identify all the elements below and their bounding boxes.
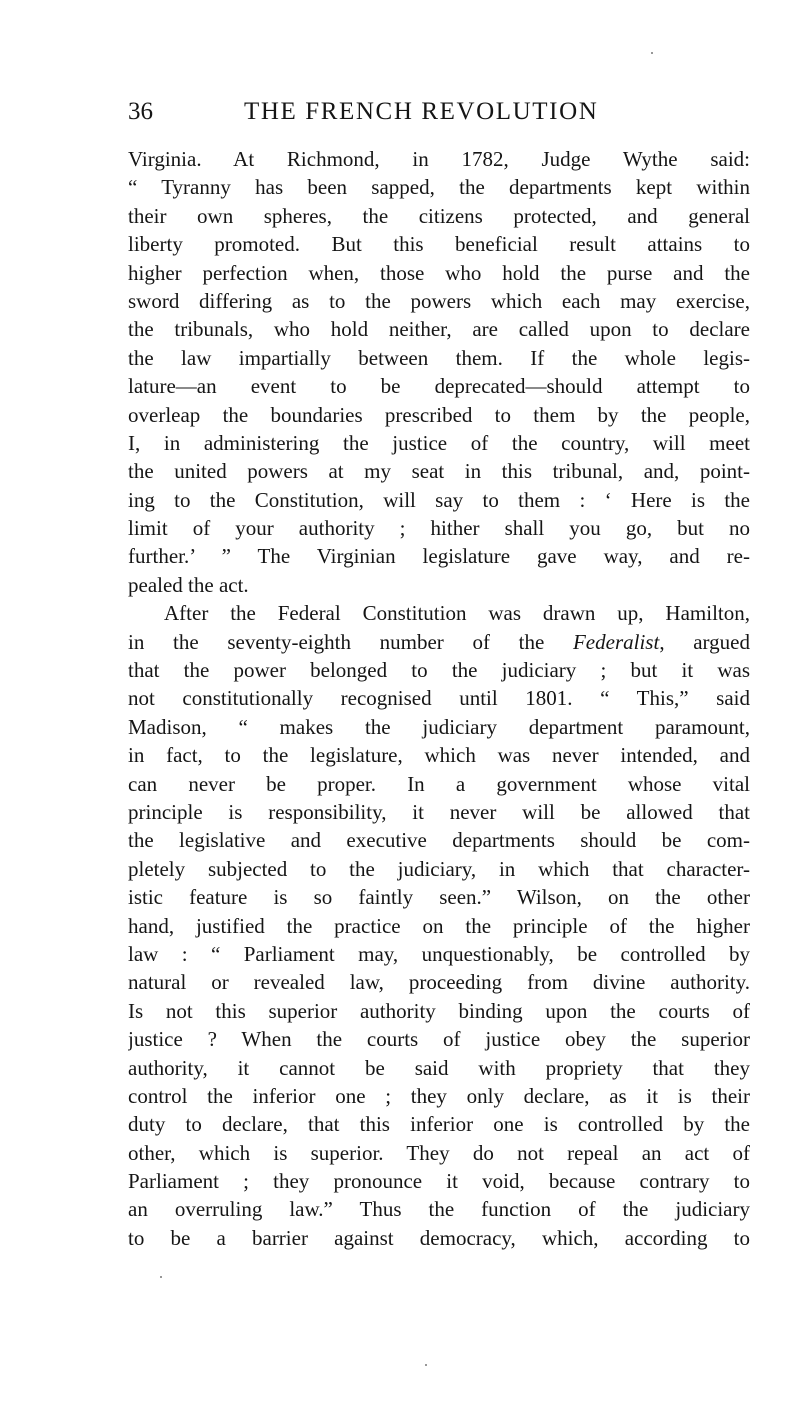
text-line: can never be proper. In a government whose vital [128, 771, 750, 796]
text-line: the tribunals, who hold neither, are called upon to declare [128, 317, 750, 342]
text-line: pealed the act. [128, 572, 249, 597]
text-line: law : “ Parliament may, unquestionably, be controlled by [128, 941, 750, 966]
text-line: higher perfection when, those who hold the purse and the [128, 260, 750, 285]
body-text [128, 145, 750, 1252]
text-line: overleap the boundaries prescribed to them by the people, [128, 402, 750, 427]
page-number: 36 [128, 98, 153, 125]
text-line: I, in administering the justice of the country, will meet [128, 430, 750, 455]
text-line: limit of your authority ; hither shall you go, but no [128, 516, 750, 541]
scan-speck [160, 1276, 162, 1278]
paragraph [128, 145, 750, 599]
text-line: further.’ ” The Virginian legislature gave way, and re- [128, 544, 750, 569]
text-line: the law impartially between them. If the whole legis- [128, 345, 750, 370]
text-line: the united powers at my seat in this tribunal, and, point- [128, 459, 750, 484]
text-line: other, which is superior. They do not repeal an act of [128, 1140, 750, 1165]
text-line: their own spheres, the citizens protected, and general [128, 203, 750, 228]
text-line: in the seventy-eighth number of the Federalist, argued [128, 629, 750, 654]
text-line: control the inferior one ; they only declare, as it is their [128, 1083, 750, 1108]
text-line: Madison, “ makes the judiciary department paramount, [128, 714, 750, 739]
text-line: hand, justified the practice on the principle of the higher [128, 913, 750, 938]
page-header [128, 92, 750, 132]
scan-speck [651, 52, 653, 54]
text-line: lature—an event to be deprecated—should attempt to [128, 374, 750, 399]
text-line: an overruling law.” Thus the function of the judiciary [128, 1197, 750, 1222]
text-line: istic feature is so faintly seen.” Wilson, on the other [128, 885, 750, 910]
text-line: in fact, to the legislature, which was never intended, and [128, 743, 750, 768]
text-line: duty to declare, that this inferior one is controlled by the [128, 1112, 750, 1137]
text-line: liberty promoted. But this beneficial result attains to [128, 232, 750, 257]
italic-title: Federalist [572, 629, 660, 654]
text-line: principle is responsibility, it never will be allowed that [128, 799, 750, 824]
text-line: Parliament ; they pronounce it void, because contrary to [128, 1169, 750, 1194]
text-line: not constitutionally recognised until 1801. “ This,” said [128, 686, 750, 711]
text-line: Is not this superior authority binding upon the courts of [128, 998, 750, 1023]
scan-speck [425, 1364, 427, 1366]
text-line: After the Federal Constitution was drawn up, Hamilton, [164, 601, 750, 626]
text-line: sword differing as to the powers which each may exercise, [128, 288, 750, 313]
paragraph [128, 599, 750, 1252]
text-line: authority, it cannot be said with propriety that they [128, 1055, 750, 1080]
text-line: pletely subjected to the judiciary, in which that character- [128, 856, 750, 881]
text-line: justice ? When the courts of justice obey the superior [128, 1027, 750, 1052]
running-title: THE FRENCH REVOLUTION [244, 98, 599, 125]
text-line: Virginia. At Richmond, in 1782, Judge Wythe said: [128, 147, 750, 171]
text-line: the legislative and executive departments should be com- [128, 828, 750, 853]
text-line: to be a barrier against democracy, which, according to [128, 1225, 750, 1250]
text-line: natural or revealed law, proceeding from divine authority. [128, 970, 750, 995]
text-line: that the power belonged to the judiciary ; but it was [128, 658, 750, 683]
text-line: “ Tyranny has been sapped, the departments kept within [128, 175, 750, 200]
text-line: ing to the Constitution, will say to them : ‘ Here is the [128, 487, 750, 512]
